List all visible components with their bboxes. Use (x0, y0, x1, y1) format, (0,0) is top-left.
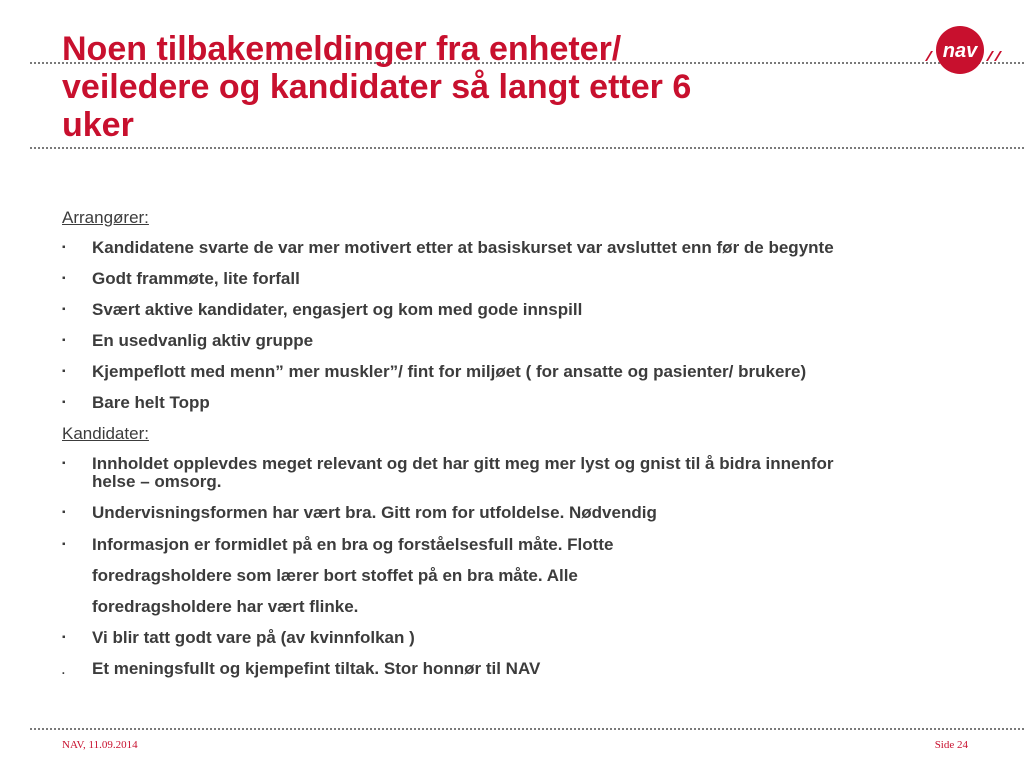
list-item (62, 629, 982, 647)
bullet-icon: ▪ (62, 539, 66, 550)
bullet-icon: ▪ (62, 397, 66, 408)
list-item-text: helse – omsorg. (92, 472, 222, 491)
bullet-icon: . (61, 659, 66, 678)
list-item-text: Svært aktive kandidater, engasjert og kom med gode innspill (92, 300, 583, 319)
list-item-text: Bare helt Topp (92, 393, 210, 412)
list-item (62, 504, 982, 522)
bullet-icon: ▪ (62, 507, 66, 518)
bullet-icon: ▪ (62, 242, 66, 253)
list-item-text: foredragsholdere som lærer bort stoffet på en bra måte. Alle (92, 566, 578, 585)
section-heading: Arrangører: (62, 208, 149, 227)
slide-title-line: uker (62, 106, 134, 144)
list-item (62, 301, 982, 319)
list-item-text: Kandidatene svarte de var mer motivert etter at basiskurset var avsluttet enn før de begynte (92, 238, 834, 257)
list-item-text: Godt frammøte, lite forfall (92, 269, 300, 288)
list-item-text: Kjempeflott med menn” mer muskler”/ fint for miljøet ( for ansatte og pasienter/ brukere) (92, 362, 807, 381)
list-item (62, 455, 982, 491)
list-item-text: Et meningsfullt og kjempefint tiltak. Stor honnør til NAV (92, 659, 541, 678)
list-item (62, 660, 982, 678)
title-divider (30, 147, 1024, 149)
footer-date: NAV, 11.09.2014 (62, 739, 138, 751)
list-item-text: Vi blir tatt godt vare på (av kvinnfolkan ) (92, 628, 415, 647)
footer-divider (30, 728, 1024, 730)
bullet-icon: ▪ (62, 632, 66, 643)
list-item (62, 239, 982, 257)
bullet-icon: ▪ (62, 304, 66, 315)
nav-logo-icon (922, 24, 1004, 76)
list-item-text: En usedvanlig aktiv gruppe (92, 331, 314, 350)
page-number: Side 24 (934, 739, 968, 751)
bullet-icon: ▪ (62, 273, 66, 284)
list-item-text: Undervisningsformen har vært bra. Gitt rom for utfoldelse. Nødvendig (92, 503, 657, 522)
list-item-text: Innholdet opplevdes meget relevant og det har gitt meg mer lyst og gnist til å bidra innenfor (92, 454, 834, 473)
nav-logo-text: nav (942, 40, 978, 62)
slide-title-line: veiledere og kandidater så langt etter 6 (62, 68, 692, 106)
list-item-text: foredragsholdere har vært flinke. (92, 597, 359, 616)
list-item (62, 363, 982, 381)
list-item (62, 394, 982, 412)
slide-body (62, 200, 982, 678)
bullet-icon: ▪ (62, 366, 66, 377)
slide-title-line: Noen tilbakemeldinger fra enheter/ (62, 30, 622, 68)
list-item (62, 270, 982, 288)
list-item (62, 332, 982, 350)
bullet-icon: ▪ (62, 458, 66, 469)
list-item-text: Informasjon er formidlet på en bra og forståelsesfull måte. Flotte (92, 535, 614, 554)
bullet-icon: ▪ (62, 335, 66, 346)
slide-title (62, 30, 882, 144)
list-item (62, 529, 982, 622)
section-heading: Kandidater: (62, 424, 149, 443)
